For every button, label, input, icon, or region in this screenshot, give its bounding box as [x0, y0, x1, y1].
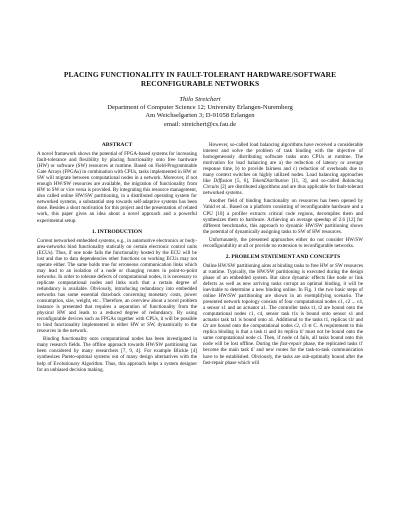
title-line-2: RECONFIGURABLE NETWORKS — [140, 79, 260, 88]
right-paragraph-2: Another field of binding functionality on resources has been opened by Vahid et al.. Based on a platform consisting of reconfigurable hardware and a CPU [10] a profiler extracts critical code regions, decompiles them and synthesizes them to hardware. Achieving an average speedup of 2.6 [12] for different benchmarks, this approach to dynamic HW/SW partitioning shows the potential of dynamically assigning tasks to SW of HW resources. — [203, 198, 363, 235]
token-distribution-term: TokenDistribution — [252, 178, 289, 185]
introduction-paragraph-2: Binding functionality onto computational nodes has been investigated in many research fields. The offline approach towards HW/SW partitioning has been considered by many researchers [7, 9, 4]. For example Blickle [4] synthesizes Pareto-optimal systems out of many design alternatives with the help of Evolutionary Algorithm. Thus, this approach helps a system designer for an unbiased decision making. — [37, 336, 197, 373]
abstract-text: A novel framework shows the potential of FPGA-based systems for increasing fault-tolerance and flexibility by placing functionality onto free hardware (HW) or software (SW) resources at runtime. Based on Field-Programmable Gate Arrays (FPGAs) in combination with CPUs, tasks implemented in HW or SW will migrate between computational nodes in a network. Moreover, if not enough HW/SW resources are available, the migration of functionality from HW to SW or vice versa is provided. By integrating this resource management, also called online HW/SW partitioning, in a distributed operating system for networked systems, a substantial step towards self-adaptive systems has been done. Besides a short motivation for this project and the presentation of related work, this paper gives an idea about a novel approach and a powerful experimental setup. — [37, 151, 197, 224]
diffusion-term: Diffusion — [213, 178, 233, 185]
problem-text-a: Online HW/SW partitioning aims at binding tasks to free HW or SW resources at runtime. Typically, the HW/SW partitioning is executed during the design phase of an embedded system. But since dynamic effects like node or link defects as well as new arriving tasks corrupt an optimal binding, it will be inevitable to determine a new binding online. In Fig. 1 the two basic steps of online HW/SW partitioning are shown in an exemplifying scenario. The presented network topology consists of four computational nodes c1, c2 ... c4, a sensor s1 and an actuator a1. The controller tasks t1, t2 are bound onto the computational nodes c1, c4, sensor task t1s is bound onto sensor s1 and actuator task ta1 is bound onto a1. Additional to the tasks t1, replicas t1r and t2r are bound onto the computational nodes c2, c3 ∈ C. A requirement to this replica binding is that a task ti and its replica ti' must not be bound onto the same computational node ci. Then, if node c4 fails, all tasks bound onto this node will be lost offline. During the — [203, 262, 363, 348]
author-email: email: streichert@cs.fau.de — [163, 120, 237, 128]
right-column — [203, 142, 363, 368]
load-balancing-text-b: [5, 6], — [235, 178, 250, 185]
fast-repair-term: fast-repair — [280, 341, 302, 348]
paper-title — [40, 70, 360, 88]
abstract-heading: ABSTRACT — [101, 142, 133, 148]
introduction-heading: 1. INTRODUCTION — [91, 228, 143, 235]
right-paragraph-3: Unfortunately, the presented approaches either do not consider HW/SW reconfigurability at all or provide no extension to reconfigurable networks. — [203, 236, 363, 249]
left-column — [37, 142, 197, 375]
load-balancing-text-d: [2] are distributed algorithms and are thus applicable for fault-tolerant networked systems. — [203, 184, 363, 197]
author-name: Thilo Streichert — [179, 96, 221, 103]
problem-text-b: phase, the replicated tasks ti' become the main task ti' and new routes for the task-to-task communication have to be established. Obviously, the tasks are sub-optimally bound after the fast-repair phase which will — [203, 341, 364, 366]
affiliation-line-1: Department of Computer Science 12; University Erlangen-Nuremberg — [107, 104, 293, 112]
problem-statement-heading: 2. PROBLEM STATEMENT AND CONCEPTS — [225, 253, 341, 260]
right-paragraph-1 — [203, 142, 363, 196]
title-line-1: PLACING FUNCTIONALITY IN FAULT-TOLERANT HARDWARE/SOFTWARE — [63, 70, 337, 79]
affiliation-line-2: Am Weichselgarten 3; D-91058 Erlangen — [145, 112, 255, 120]
right-paragraph-4 — [203, 263, 363, 366]
load-balancing-text-a: However, so-called load balancing algorithms have received a considerable interest and solve the problem of task binding with the objective of homogeneously distributing software tasks onto CPUs at runtime. The motivation for load balancing are a) the reduction of latency or average response time, b) to provide fairness and c) reduction of overheads due to many context switches on highly utilized nodes. Load balancing approaches like — [203, 142, 363, 185]
author-block — [40, 96, 360, 129]
balancing-circuits-term: Balancing Circuits — [203, 178, 363, 191]
load-balancing-text-c: [11, 3], and so-called — [291, 178, 340, 185]
introduction-paragraph-1: Current networked embedded systems, e.g., in automotive electronics or body-area-networks bind functionality statically on certain electronic control units (ECUs). Thus, if one node fails the functionality hosted by the ECU will be lost and due to data dependencies other functions on working ECUs may not operate either. The same holds true for erroneous communication links which may lead to an isolation of a node or changing routes in point-to-point networks. In order to tolerate defects of computational nodes, it is necessary to replicate computational nodes and links such that a certain degree of redundancy is available. Obviously, introducing redundancy into embedded networks has some essential drawback concerning monetary costs, power consumption, size, weight, etc.. Therefore, an overview about a novel problem instance is presented that requires a separation of functionality from the physical HW and leads to a reduced degree of redundancy. By using reconfigurable devices such as FPGAs together with CPUs, it will be possible to bind functionality implemented in either HW or SW, dynamically to the resources in the network. — [37, 237, 197, 335]
